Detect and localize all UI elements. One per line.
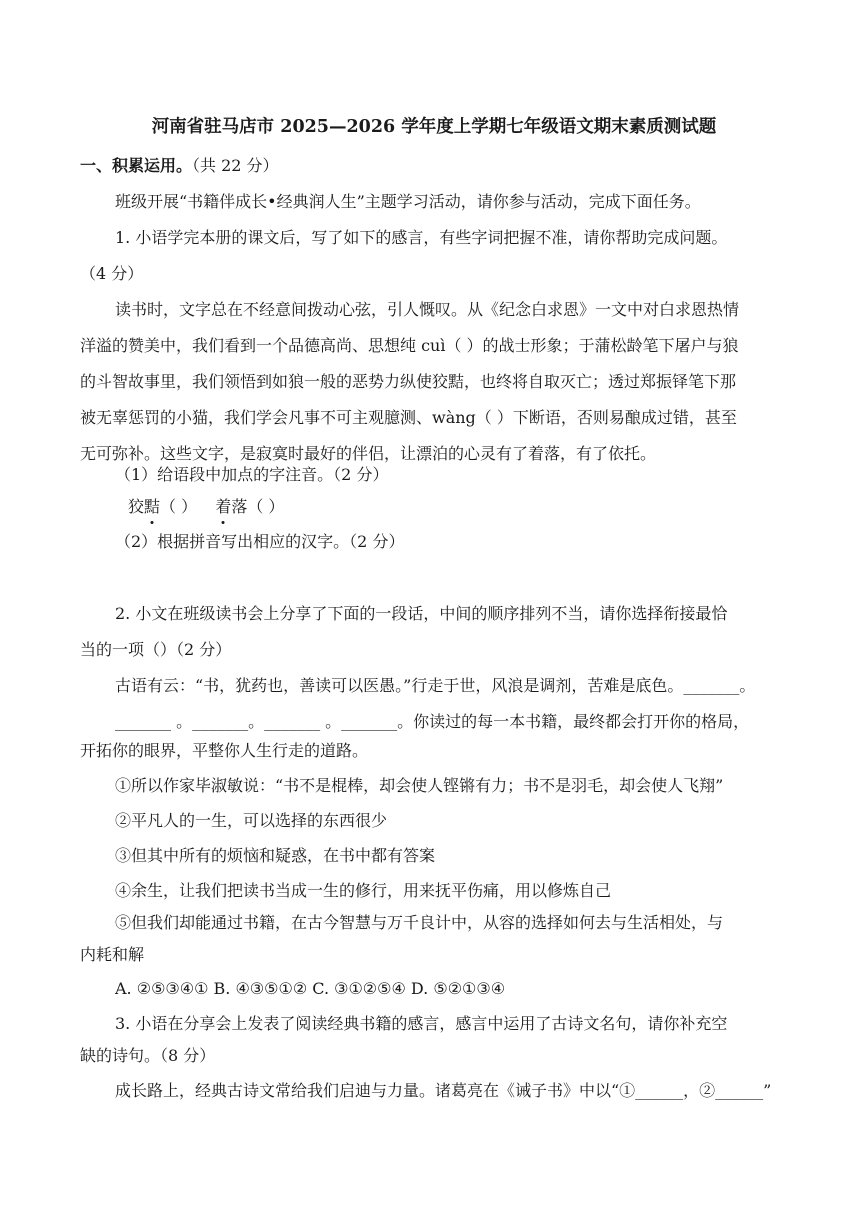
q1-passage-line: 读书时，文字总在不经意间拨动心弦，引人慨叹。从《纪念白求恩》一文中对白求恩热情 <box>115 300 740 319</box>
q2-passage-line: 古语有云：“书，犹药也，善读可以医愚。”行走于世，风浪是调剂，苦难是底色。_______。 <box>115 676 756 695</box>
q1-sub1-items <box>128 496 284 518</box>
answer-blank: （ ） <box>160 497 198 516</box>
q1-passage-line: 无可弥补。这些文字，是寂寞时最好的伴侣，让漂泊的心灵有了着落，有了依托。 <box>80 444 657 463</box>
dotted-char <box>144 496 160 518</box>
q1-passage-line: 洋溢的赞美中，我们看到一个品德高尚、思想纯 cuì（ ）的战士形象；于蒲松龄笔下屠户与狼 <box>80 336 739 355</box>
answer-blank: （ ） <box>247 497 285 516</box>
q2-stem-line2: 当的一项（）（2 分） <box>80 640 232 659</box>
dotted-char-text: 黠 <box>144 497 161 516</box>
dotted-char <box>215 496 231 518</box>
q2-item: ⑤但我们却能通过书籍，在古今智慧与万千良计中，从容的选择如何去与生活相处，与 <box>115 913 724 932</box>
q2-item: ②平凡人的一生，可以选择的东西很少 <box>115 811 388 830</box>
section-points: （共 22 分） <box>192 156 279 175</box>
emphasis-dot <box>151 521 154 524</box>
q2-passage-line: 开拓你的眼界，平整你人生行走的道路。 <box>80 741 369 760</box>
q2-item: ③但其中所有的烦恼和疑惑，在书中都有答案 <box>115 846 436 865</box>
q2-passage-line: _______ 。_______。_______ 。_______。你读过的每一本书籍，最终都会打开你的格局， <box>115 712 750 731</box>
q2-item: ④余生，让我们把读书当成一生的修行，用来抚平伤痛，用以修炼自己 <box>115 881 612 900</box>
q2-item: ①所以作家毕淑敏说：“书不是棍棒，却会使人铿锵有力；书不是羽毛，却会使人飞翔” <box>115 776 724 795</box>
q2-stem-line1: 2. 小文在班级读书会上分享了下面的一段话，中间的顺序排列不当，请你选择衔接最恰 <box>115 604 728 623</box>
word-char: 落 <box>231 497 248 516</box>
word-char: 狡 <box>128 497 145 516</box>
q3-stem-line1: 3. 小语在分享会上发表了阅读经典书籍的感言，感言中运用了古诗文名句，请你补充空 <box>115 1014 728 1033</box>
dotted-char-text: 着 <box>215 497 232 516</box>
q1-passage-line: 的斗智故事里，我们领悟到如狼一般的恶势力纵使狡黠，也终将自取灭亡；透过郑振铎笔下那 <box>80 372 737 391</box>
intro-text: 班级开展“书籍伴成长•经典润人生”主题学习活动，请你参与活动，完成下面任务。 <box>115 192 701 211</box>
q3-stem-line2: 缺的诗句。（8 分） <box>80 1046 216 1065</box>
q1-stem-line2: （4 分） <box>80 264 144 283</box>
q2-item-continued: 内耗和解 <box>80 945 145 964</box>
emphasis-dot <box>222 521 225 524</box>
section-heading-text: 一、积累运用。 <box>80 156 193 175</box>
page-title: 河南省驻马店市 2025—2026 学年度上学期七年级语文期末素质测试题 <box>151 117 717 137</box>
q2-options: A. ②⑤③④① B. ④③⑤①② C. ③①②⑤④ D. ⑤②①③④ <box>115 979 506 998</box>
q1-sub1: （1）给语段中加点的字注音。（2 分） <box>115 465 389 484</box>
q3-passage-line: 成长路上，经典古诗文常给我们启迪与力量。诸葛亮在《诫子书》中以“①______，②______” <box>115 1081 772 1100</box>
q1-sub2: （2）根据拼音写出相应的汉字。（2 分） <box>115 532 405 551</box>
section-heading <box>80 155 279 177</box>
q1-passage-line: 被无辜惩罚的小猫，我们学会凡事不可主观臆测、wàng（ ）下断语，否则易酿成过错，甚至 <box>80 408 737 427</box>
q1-stem-line1: 1. 小语学完本册的课文后，写了如下的感言，有些字词把握不准，请你帮助完成问题。 <box>115 228 728 247</box>
